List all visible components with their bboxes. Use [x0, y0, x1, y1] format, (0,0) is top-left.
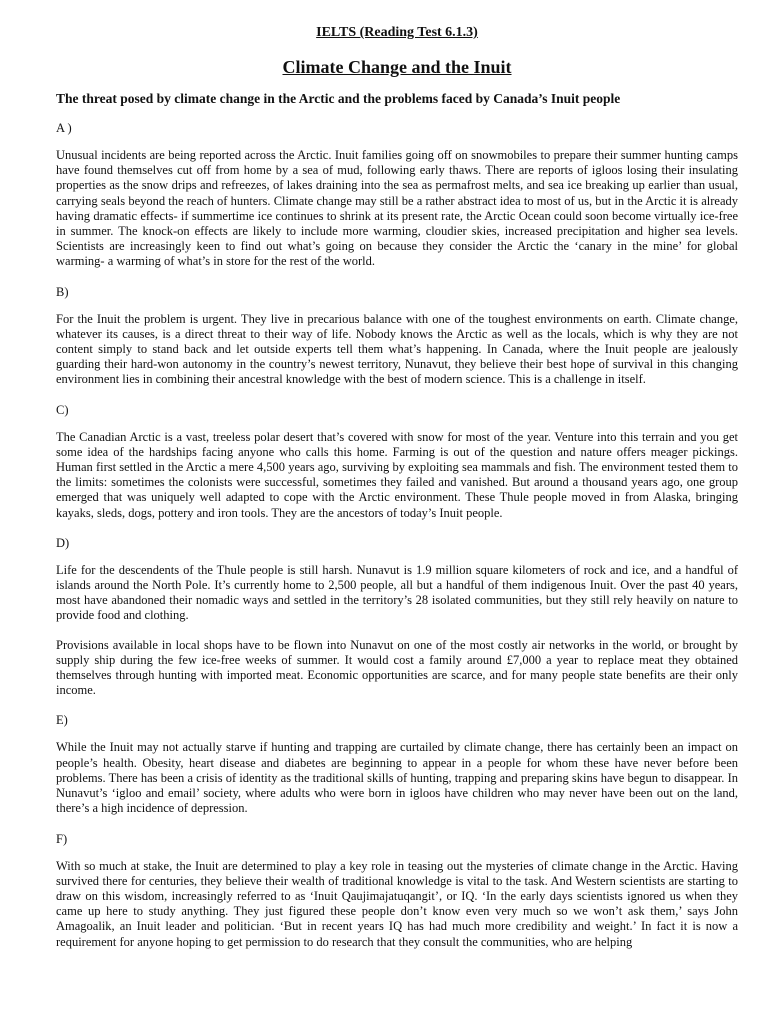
section-f	[56, 831, 738, 950]
section-label: C)	[56, 402, 69, 417]
section-a	[56, 120, 738, 270]
test-title: IELTS (Reading Test 6.1.3)	[316, 25, 478, 40]
paragraph: For the Inuit the problem is urgent. They live in precarious balance with one of the toughest environments on earth. Climate change, whatever its causes, is a direct threat to their way of life. Nobody knows the Arctic as well as the locals, which is why they are not content simply to stand back and let outside experts tell them what’s happening. In Canada, where the Inuit people are jealously guarding their hard-won autonomy in the country’s newest territory, Nunavut, they believe their best hope of survival in this changing environment lies in combining their ancestral knowledge with the best of modern science. This is a challenge in itself.	[56, 311, 738, 387]
page-title: Climate Change and the Inuit	[282, 57, 512, 77]
page-subtitle: The threat posed by climate change in the Arctic and the problems faced by Canada’s Inuit people	[56, 91, 621, 106]
paragraph: Unusual incidents are being reported across the Arctic. Inuit families going off on snowmobiles to prepare their summer hunting camps have found themselves cut off from home by a sea of mud, following early thaws. There are reports of igloos losing their insulating properties as the snow drips and refreezes, of lakes draining into the sea as permafrost melts, and sea ice breaking up earlier than usual, carrying seals beyond the reach of hunters. Climate change may still be a rather abstract idea to most of us, but in the Arctic it is already having dramatic effects- if summertime ice continues to shrink at its present rate, the Arctic Ocean could soon become virtually ice-free in summer. The knock-on effects are likely to include more warming, cloudier skies, increased precipitation and higher sea levels. Scientists are increasingly keen to find out what’s going on because they consider the Arctic the ‘canary in the mine’ for global warming- a warming of what’s in store for the rest of the world.	[56, 148, 738, 269]
section-label: A )	[56, 121, 72, 135]
section-label: E)	[56, 713, 68, 728]
section-label: B)	[56, 284, 69, 299]
paragraph: With so much at stake, the Inuit are determined to play a key role in teasing out the mysteries of climate change in the Arctic. Having survived there for centuries, they believe their wealth of traditional knowledge is vital to the task. And Western scientists are starting to draw on this wisdom, increasingly referred to as ‘Inuit Qaujimajatuqangit’, or IQ. ‘In the early days scientists ignored us when they came up here to study anything. They just figured these people don’t know even very much so we won’t ask them,’ says John Amagoalik, an Inuit leader and politician. ‘But in recent years IQ has had much more credibility and weight.’ In fact it is now a requirement for anyone hoping to get permission to do research that they consult the communities, who are helping	[56, 858, 738, 949]
section-b	[56, 284, 738, 388]
section-e	[56, 712, 738, 816]
paragraph: Provisions available in local shops have to be flown into Nunavut on one of the most costly air networks in the world, or brought by supply ship during the few ice-free weeks of summer. It would cost a family around £7,000 a year to replace meat they obtained themselves through hunting with imported meat. Economic opportunities are scarce, and for many people state benefits are their only income.	[56, 637, 738, 698]
paragraph: While the Inuit may not actually starve if hunting and trapping are curtailed by climate change, there has certainly been an impact on people’s health. Obesity, heart disease and diabetes are beginning to appear in a people for whom these have never before been problems. There has been a crisis of identity as the traditional skills of hunting, trapping and preparing skins have begun to disappear. In Nunavut’s ‘igloo and email’ society, where adults who were born in igloos have children who may never have been out on the land, there’s a high incidence of depression.	[56, 740, 738, 816]
section-d	[56, 535, 738, 699]
paragraph: Life for the descendents of the Thule people is still harsh. Nunavut is 1.9 million square kilometers of rock and ice, and a handful of islands around the North Pole. It’s currently home to 2,500 people, all but a handful of them indigenous Inuit. Over the past 40 years, most have abandoned their nomadic ways and settled in the territory’s 28 isolated communities, but they still rely heavily on nature to provide food and clothing.	[56, 562, 738, 623]
paragraph: The Canadian Arctic is a vast, treeless polar desert that’s covered with snow for most of the year. Venture into this terrain and you get some idea of the hardships facing anyone who calls this home. Farming is out of the question and nature offers meager pickings. Human first settled in the Arctic a mere 4,500 years ago, surviving by exploiting sea mammals and fish. The environment tested them to the limits: sometimes the colonists were successful, sometimes they failed and vanished. But around a thousand years ago, one group emerged that was uniquely well adapted to cope with the Arctic environment. These Thule people moved in from Alaska, bringing kayaks, sleds, dogs, pottery and iron tools. They are the ancestors of today’s Inuit people.	[56, 429, 738, 520]
section-label: D)	[56, 535, 70, 550]
section-label: F)	[56, 831, 68, 846]
section-c	[56, 402, 738, 521]
